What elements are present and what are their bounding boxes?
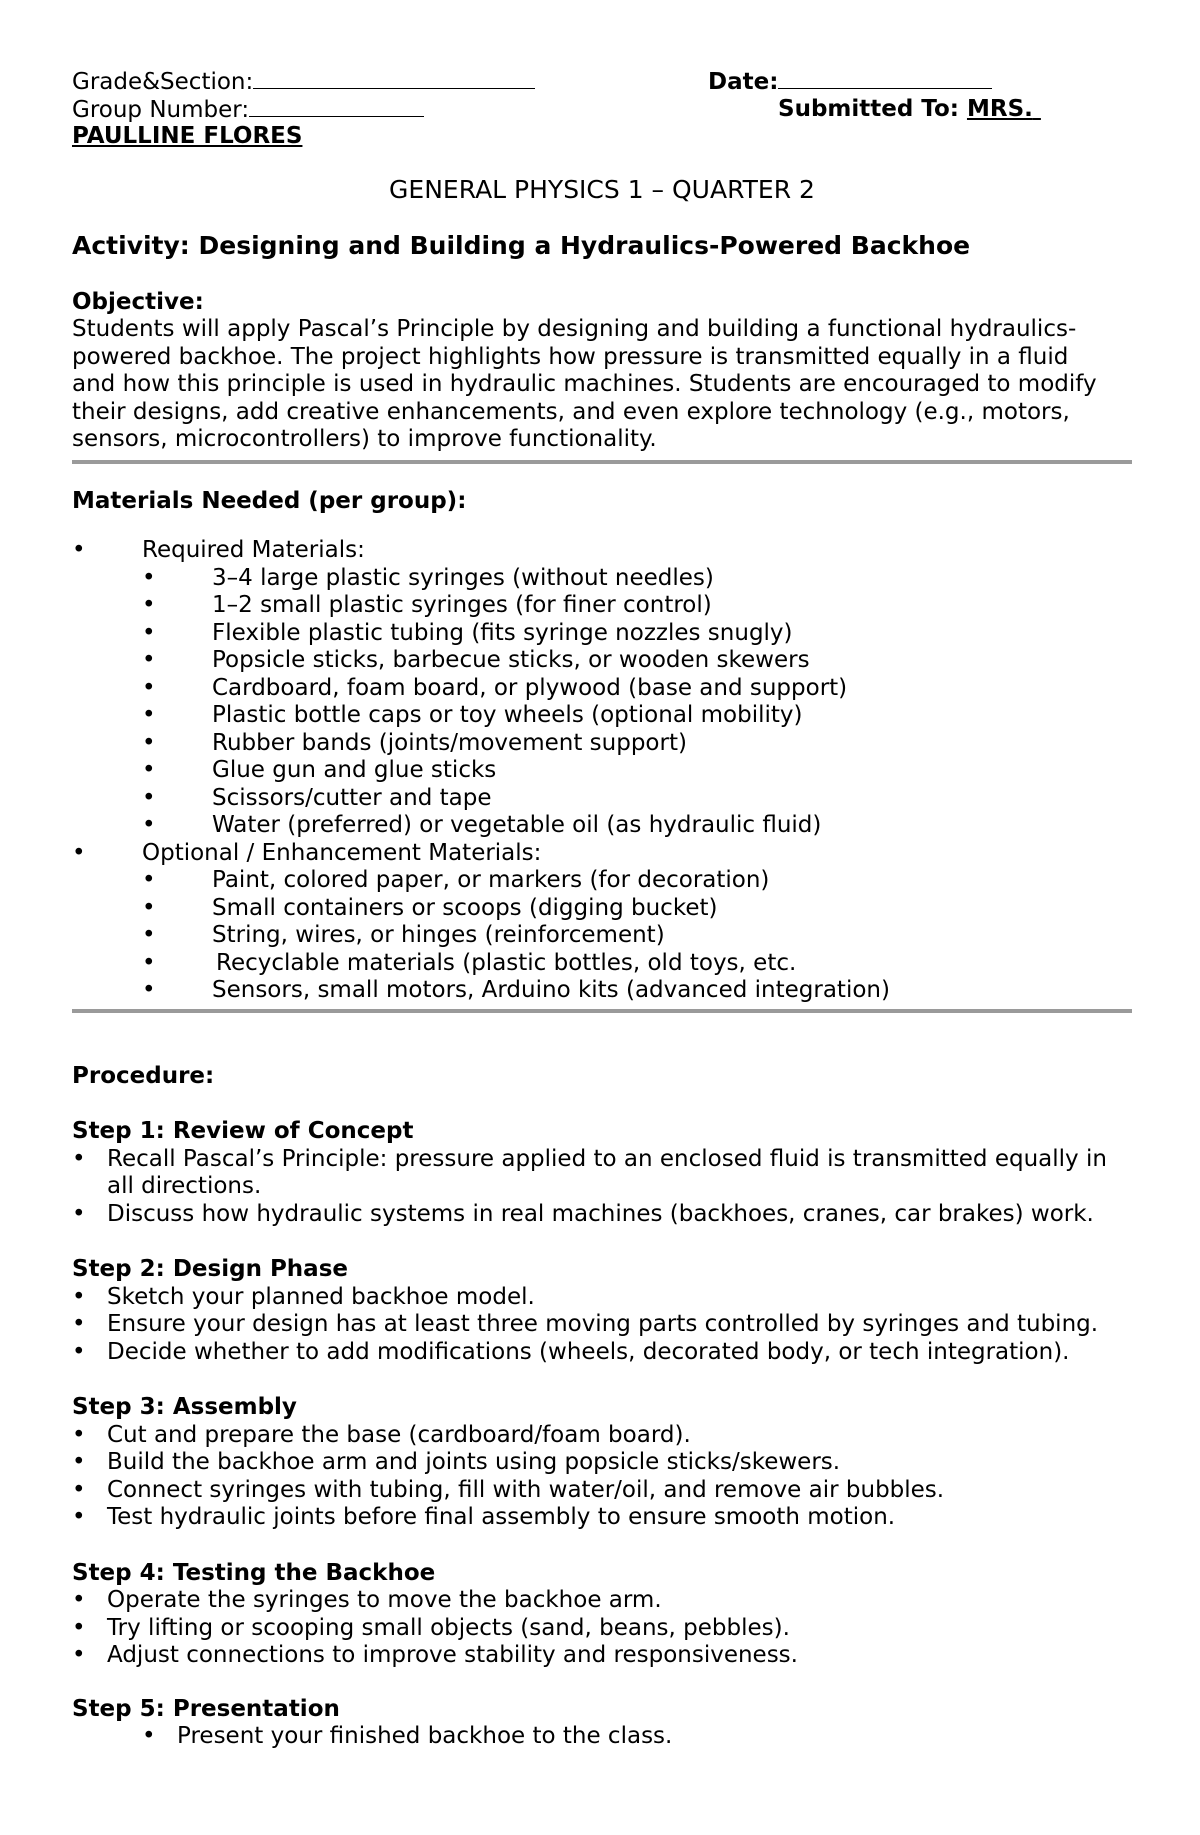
bullet-icon: • xyxy=(72,1311,86,1337)
list-item xyxy=(72,1201,1132,1229)
list-item-text: Build the backhoe arm and joints using popsicle sticks/skewers. xyxy=(107,1449,841,1475)
list-item xyxy=(72,812,1132,840)
bullet-icon: • xyxy=(72,1642,86,1668)
list-item-text: Scissors/cutter and tape xyxy=(212,784,492,811)
list-item xyxy=(72,895,1132,923)
list-item-text: Plastic bottle caps or toy wheels (optional mobility) xyxy=(212,702,803,728)
list-item-text: String, wires, or hinges (reinforcement) xyxy=(212,922,665,948)
list-item xyxy=(72,1504,1132,1532)
bullet-icon: • xyxy=(142,564,156,591)
list-item xyxy=(72,840,1132,868)
grade-section-label: Grade&Section: xyxy=(72,69,254,95)
objective-line: sensors, microcontrollers) to improve functionality. xyxy=(72,426,657,452)
activity-title: Activity: Designing and Building a Hydraulics-Powered Backhoe xyxy=(72,230,971,260)
list-item-text: 1–2 small plastic syringes (for finer control) xyxy=(212,592,712,618)
bullet-icon: • xyxy=(142,674,156,701)
teacher-name: PAULLINE FLORES xyxy=(72,123,303,149)
page-title: GENERAL PHYSICS 1 – QUARTER 2 xyxy=(389,174,815,204)
bullet-icon: • xyxy=(142,619,156,646)
list-item xyxy=(72,647,1132,675)
teacher-prefix: MRS. xyxy=(966,95,1033,122)
bullet-icon: • xyxy=(72,1338,86,1365)
section-divider xyxy=(72,460,1132,464)
bullet-icon: • xyxy=(142,867,156,893)
list-item-text: Rubber bands (joints/movement support) xyxy=(212,729,687,756)
bullet-icon: • xyxy=(142,1723,156,1749)
bullet-icon: • xyxy=(142,949,156,976)
list-item xyxy=(72,1449,1132,1477)
header-row-1 xyxy=(72,68,1132,96)
procedure-heading: Procedure: xyxy=(72,1062,215,1089)
required-materials-label: Required Materials: xyxy=(142,537,365,563)
list-item xyxy=(72,950,1132,978)
bullet-icon: • xyxy=(72,1504,86,1530)
list-item-text: Present your finished backhoe to the class. xyxy=(177,1723,673,1749)
list-item-text: Recyclable materials (plastic bottles, old toys, etc. xyxy=(216,949,797,976)
required-materials-list xyxy=(72,565,1132,840)
list-item xyxy=(72,592,1132,620)
date-label: Date: xyxy=(708,69,779,95)
list-item xyxy=(72,675,1132,703)
list-item-text: Glue gun and glue sticks xyxy=(212,757,497,783)
list-item-text: Discuss how hydraulic systems in real machines (backhoes, cranes, car brakes) work. xyxy=(107,1200,1094,1227)
worksheet-page xyxy=(72,68,1132,1751)
list-item xyxy=(72,1146,1132,1201)
list-item-text: Decide whether to add modifications (wheels, decorated body, or tech integration). xyxy=(107,1338,1070,1365)
objective-heading: Objective: xyxy=(72,288,204,315)
list-item-text: Recall Pascal’s Principle: pressure applied to an enclosed fluid is transmitted equally in all directions. xyxy=(107,1145,1107,1199)
bullet-icon: • xyxy=(142,977,156,1003)
list-item-text: Operate the syringes to move the backhoe arm. xyxy=(107,1587,662,1613)
list-item-text: Flexible plastic tubing (fits syringe nozzles snugly) xyxy=(212,619,793,646)
date-blank xyxy=(778,68,992,89)
list-item xyxy=(72,537,1132,565)
list-item xyxy=(72,1422,1132,1450)
list-item xyxy=(72,1339,1132,1367)
list-item-text: Test hydraulic joints before final assembly to ensure smooth motion. xyxy=(107,1504,896,1530)
list-item-text: Cut and prepare the base (cardboard/foam board). xyxy=(107,1421,691,1448)
objective-line: their designs, add creative enhancements, and even explore technology (e.g., motors, xyxy=(72,398,1070,425)
list-item xyxy=(72,1311,1132,1339)
section-divider xyxy=(72,1009,1132,1013)
step-1-title: Step 1: Review of Concept xyxy=(72,1118,414,1144)
bullet-icon: • xyxy=(72,1200,86,1227)
list-item-text: Sensors, small motors, Arduino kits (advanced integration) xyxy=(212,977,890,1003)
bullet-icon: • xyxy=(72,1145,86,1172)
list-item-text: Connect syringes with tubing, fill with water/oil, and remove air bubbles. xyxy=(107,1476,945,1503)
bullet-icon: • xyxy=(72,1587,86,1613)
bullet-icon: • xyxy=(142,894,156,921)
header-row-2 xyxy=(72,96,1132,124)
list-item-text: Try lifting or scooping small objects (sand, beans, pebbles). xyxy=(107,1614,790,1641)
group-number-label: Group Number: xyxy=(72,96,250,123)
materials-heading: Materials Needed (per group): xyxy=(72,487,467,514)
list-item xyxy=(72,1284,1132,1312)
optional-materials-list xyxy=(72,867,1132,1005)
list-item xyxy=(72,1477,1132,1505)
list-item-text: 3–4 large plastic syringes (without needles) xyxy=(212,564,714,591)
list-item xyxy=(72,757,1132,785)
bullet-icon: • xyxy=(142,812,156,838)
bullet-icon: • xyxy=(72,1614,86,1641)
list-item-text: Paint, colored paper, or markers (for decoration) xyxy=(212,867,770,893)
bullet-icon: • xyxy=(72,1476,86,1503)
list-item xyxy=(72,1723,1132,1751)
list-item xyxy=(72,867,1132,895)
objective-line: Students will apply Pascal’s Principle by designing and building a functional hydraulics- xyxy=(72,316,1077,342)
group-number-blank xyxy=(249,96,424,117)
list-item-text: Popsicle sticks, barbecue sticks, or wooden skewers xyxy=(212,647,810,673)
list-item xyxy=(72,620,1132,648)
list-item-text: Ensure your design has at least three moving parts controlled by syringes and tubing. xyxy=(107,1311,1099,1337)
list-item-text: Small containers or scoops (digging bucket) xyxy=(212,894,718,921)
bullet-icon: • xyxy=(72,1421,86,1448)
bullet-icon: • xyxy=(72,537,86,563)
list-item-text: Adjust connections to improve stability and responsiveness. xyxy=(107,1642,798,1668)
optional-materials-label: Optional / Enhancement Materials: xyxy=(142,839,542,866)
step-3-title: Step 3: Assembly xyxy=(72,1394,297,1420)
list-item xyxy=(72,977,1132,1005)
step-5-title: Step 5: Presentation xyxy=(72,1695,340,1722)
step-4-title: Step 4: Testing the Backhoe xyxy=(72,1559,436,1586)
list-item xyxy=(72,1642,1132,1670)
list-item xyxy=(72,730,1132,758)
list-item xyxy=(72,565,1132,593)
bullet-icon: • xyxy=(142,922,156,948)
bullet-icon: • xyxy=(142,729,156,756)
list-item xyxy=(72,702,1132,730)
list-item-text: Cardboard, foam board, or plywood (base and support) xyxy=(212,674,848,701)
bullet-icon: • xyxy=(142,647,156,673)
bullet-icon: • xyxy=(142,702,156,728)
list-item xyxy=(72,785,1132,813)
step-2-title: Step 2: Design Phase xyxy=(72,1256,348,1282)
objective-line: powered backhoe. The project highlights how pressure is transmitted equally in a fluid xyxy=(72,343,1069,370)
list-item-text: Water (preferred) or vegetable oil (as hydraulic fluid) xyxy=(212,812,822,838)
list-item xyxy=(72,1615,1132,1643)
objective-line: and how this principle is used in hydraulic machines. Students are encouraged to modify xyxy=(72,371,1097,397)
list-item xyxy=(72,922,1132,950)
bullet-icon: • xyxy=(72,1283,86,1310)
submitted-to-label: Submitted To: xyxy=(778,95,959,122)
bullet-icon: • xyxy=(142,592,156,618)
bullet-icon: • xyxy=(142,784,156,811)
bullet-icon: • xyxy=(72,839,86,866)
grade-section-blank xyxy=(253,68,535,89)
objective-paragraph xyxy=(72,316,1132,454)
list-item-text: Sketch your planned backhoe model. xyxy=(107,1283,535,1310)
bullet-icon: • xyxy=(142,757,156,783)
bullet-icon: • xyxy=(72,1449,86,1475)
list-item xyxy=(72,1587,1132,1615)
